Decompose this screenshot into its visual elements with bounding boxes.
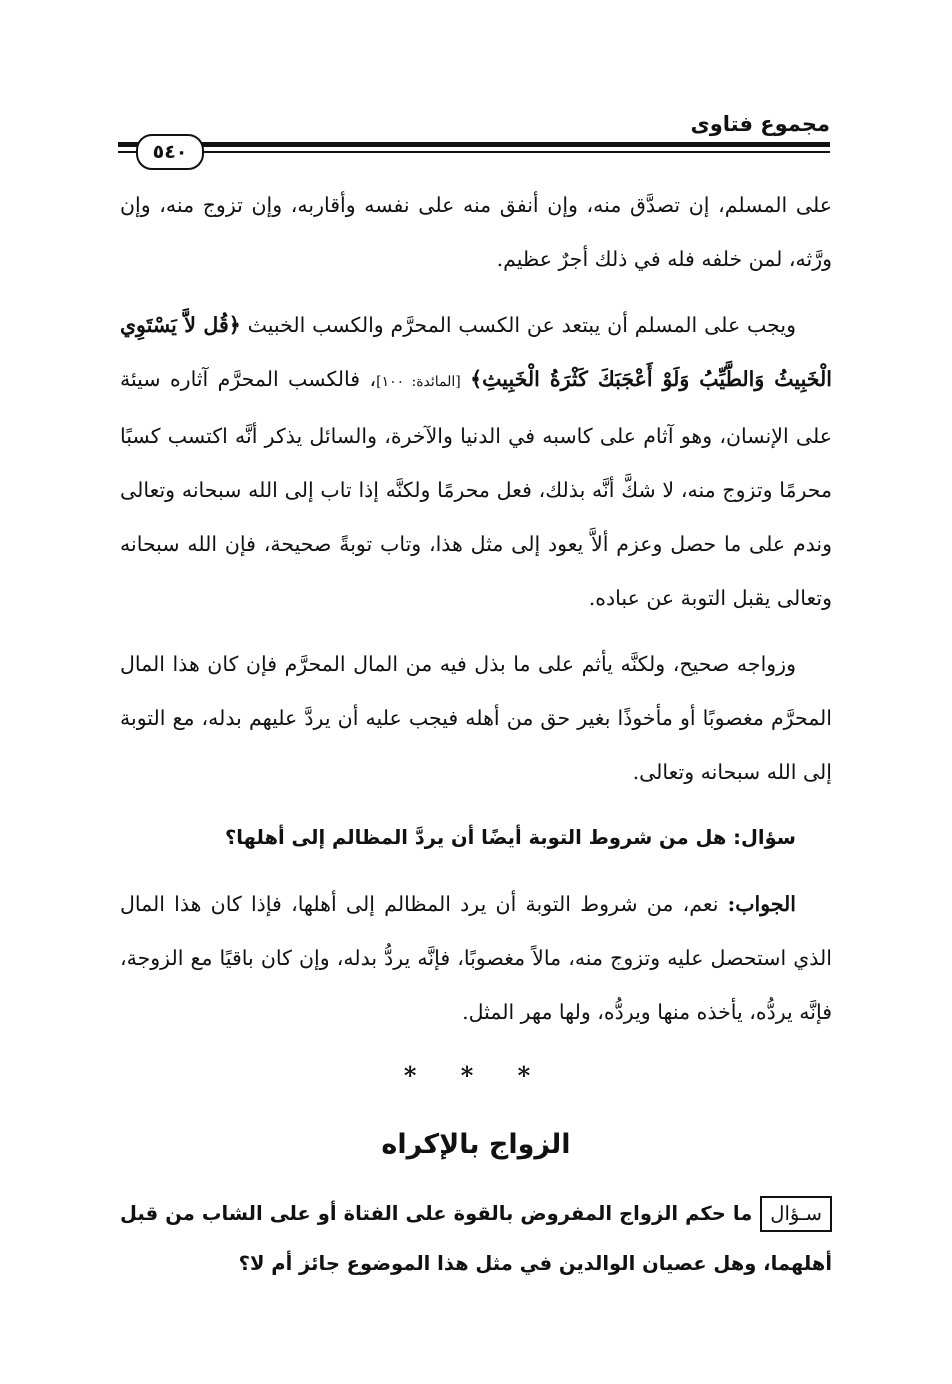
book-title: مجموع فتاوى bbox=[690, 112, 830, 136]
paragraph-3: وزواجه صحيح، ولكنَّه يأثم على ما بذل فيه من المال المحرَّم فإن كان هذا المال المحرَّم مغصوبًا أو مأخوذًا بغير حق من أهله فيجب عليه أن يردَّ عليهم بدله، مع التوبة إلى الله سبحانه وتعالى. bbox=[120, 652, 832, 784]
answer-text: نعم، من شروط التوبة أن يرد المظالم إلى أهلها، فإذا كان هذا المال الذي استحصل عليه وتزوج منه، مالاً مغصوبًا، فإنَّه يردُّ بدله، وإن كان باقيًا مع الزوجة، فإنَّه يردُّه، يأخذه منها ويردُّه، ولها مهر المثل. bbox=[120, 892, 832, 1024]
section-question-text: ما حكم الزواج المفروض بالقوة على الفتاة أو على الشاب من قبل أهلهما، وهل عصيان الوالدين في مثل هذا الموضوع جائز أم لا؟ bbox=[120, 1202, 832, 1275]
answer-label: الجواب: bbox=[727, 892, 796, 916]
header-rule bbox=[118, 142, 830, 156]
paragraph-2-rest: ، فالكسب المحرَّم آثاره سيئة على الإنسان، وهو آثام على كاسبه في الدنيا والآخرة، والسائل يذكر أنَّه اكتسب كسبًا محرمًا وتزوج منه، لا شكَّ أنَّه بذلك، فعل محرمًا ولكنَّه إذا تاب إلى الله سبحانه وتعالى وندم على ما حصل وعزم ألاَّ يعود إلى مثل هذا، وتاب توبةً صحيحة، فإن الله سبحانه وتعالى يقبل التوبة عن عباده. bbox=[120, 367, 832, 610]
paragraph-1: على المسلم، إن تصدَّق منه، وإن أنفق منه على نفسه وأقاربه، وإن تزوج منه، وإن ورَّثه، لمن خلفه فله في ذلك أجرٌ عظيم. bbox=[120, 193, 832, 271]
answer-1 bbox=[120, 877, 832, 1039]
page-header bbox=[118, 108, 830, 163]
page-number: ٥٤٠ bbox=[136, 134, 204, 170]
header-rule-thin bbox=[118, 151, 830, 153]
section-separator: * * * bbox=[403, 1061, 549, 1090]
question-1: سؤال: هل من شروط التوبة أيضًا أن يردَّ المظالم إلى أهلها؟ bbox=[224, 826, 796, 849]
paragraph-2-intro: ويجب على المسلم أن يبتعد عن الكسب المحرَّم والكسب الخبيث bbox=[240, 313, 796, 337]
section-question bbox=[120, 1189, 832, 1289]
paragraph-2 bbox=[120, 298, 832, 625]
section-title: الزواج بالإكراه bbox=[381, 1129, 571, 1160]
question-label-box: سـؤال bbox=[760, 1196, 832, 1232]
verse-reference: [المائدة: ١٠٠] bbox=[376, 374, 461, 390]
page-content bbox=[120, 178, 832, 1301]
header-rule-thick bbox=[118, 142, 830, 147]
quran-verse: ﴿قُل لاَّ يَسْتَوِي الْخَبِيثُ وَالطَّيِّبُ وَلَوْ أَعْجَبَكَ كَثْرَةُ الْخَبِيثِ﴾ bbox=[120, 313, 832, 391]
